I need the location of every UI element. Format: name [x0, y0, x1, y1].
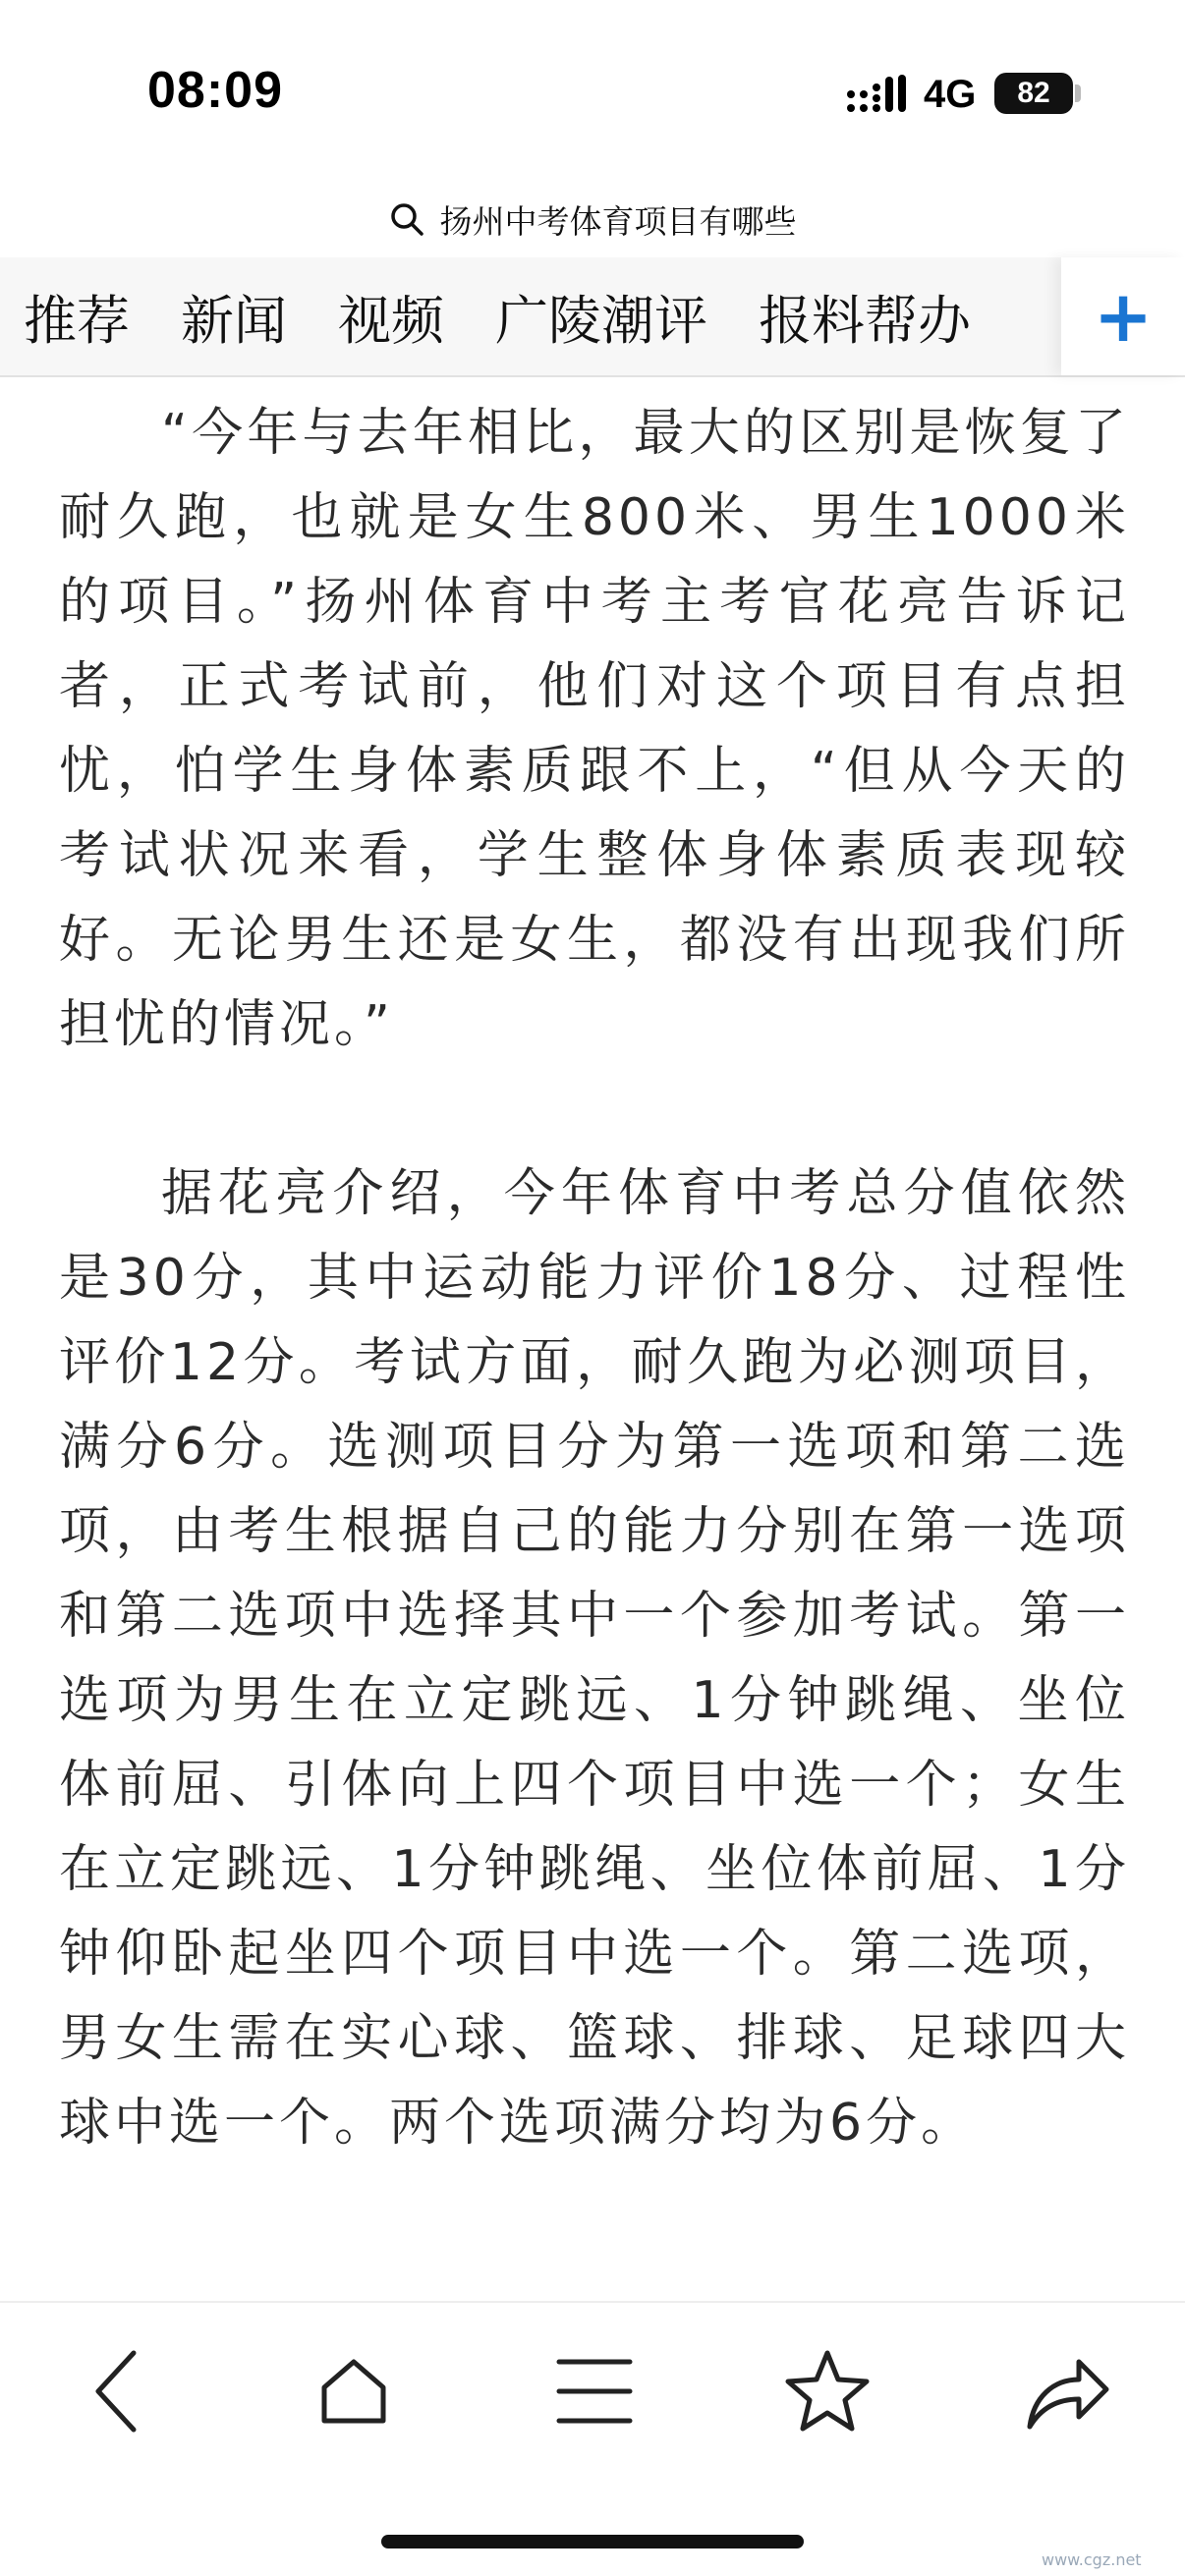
- channel-tabs: [0, 257, 1185, 377]
- back-icon: [88, 2347, 147, 2436]
- favorite-button[interactable]: [778, 2342, 876, 2440]
- tab-list: [0, 257, 1061, 375]
- home-icon: [314, 2352, 393, 2431]
- article-paragraph: 据花亮介绍，今年体育中考总分值依然是30分，其中运动能力评价18分、过程性评价12分。考试方面，耐久跑为必测项目，满分6分。选测项目分为第一选项和第二选项，由考生根据自己的能力分别在第一选项和第二选项中选择其中一个参加考试。第一选项为男生在立定跳远、1分钟跳绳、坐位体前屈、引体向上四个项目中选一个；女生在立定跳远、1分钟跳绳、坐位体前屈、1分钟仰卧起坐四个项目中选一个。第二选项，男女生需在实心球、篮球、排球、足球四大球中选一个。两个选项满分均为6分。: [59, 1164, 1130, 2153]
- home-indicator[interactable]: [381, 2535, 804, 2548]
- search-icon: [389, 201, 424, 237]
- watermark: www.cgz.net: [1042, 2550, 1142, 2569]
- tab-news[interactable]: 新闻: [181, 289, 287, 352]
- back-button[interactable]: [69, 2342, 167, 2440]
- tab-guangling-commentary[interactable]: 广陵潮评: [495, 289, 707, 352]
- status-bar: [0, 0, 1185, 187]
- article-body: [59, 391, 1130, 2250]
- search-bar[interactable]: [0, 187, 1185, 252]
- plus-icon: +: [1093, 275, 1154, 358]
- battery-icon: [994, 73, 1073, 114]
- tab-video[interactable]: 视频: [338, 289, 444, 352]
- share-icon: [1022, 2350, 1112, 2433]
- tab-report-help[interactable]: 报料帮办: [759, 289, 971, 352]
- bottom-toolbar: [0, 2301, 1185, 2478]
- menu-icon: [553, 2352, 636, 2431]
- battery-level: 82: [1017, 77, 1050, 109]
- tab-recommend[interactable]: 推荐: [24, 289, 130, 352]
- home-button[interactable]: [305, 2342, 403, 2440]
- signal-icon: [847, 75, 906, 114]
- status-time: 08:09: [147, 62, 283, 119]
- add-channel-button[interactable]: [1061, 257, 1185, 375]
- star-icon: [783, 2347, 872, 2436]
- battery-tip: [1075, 84, 1081, 102]
- network-type: 4G: [924, 73, 977, 116]
- menu-button[interactable]: [545, 2342, 644, 2440]
- share-button[interactable]: [1018, 2342, 1116, 2440]
- article-paragraph: “今年与去年相比，最大的区别是恢复了耐久跑，也就是女生800米、男生1000米的项目。”扬州体育中考主考官花亮告诉记者，正式考试前，他们对这个项目有点担忧，怕学生身体素质跟不上，“但从今天的考试状况来看，学生整体身体素质表现较好。无论男生还是女生，都没有出现我们所担忧的情况。”: [59, 404, 1130, 1054]
- search-query[interactable]: 扬州中考体育项目有哪些: [439, 201, 797, 241]
